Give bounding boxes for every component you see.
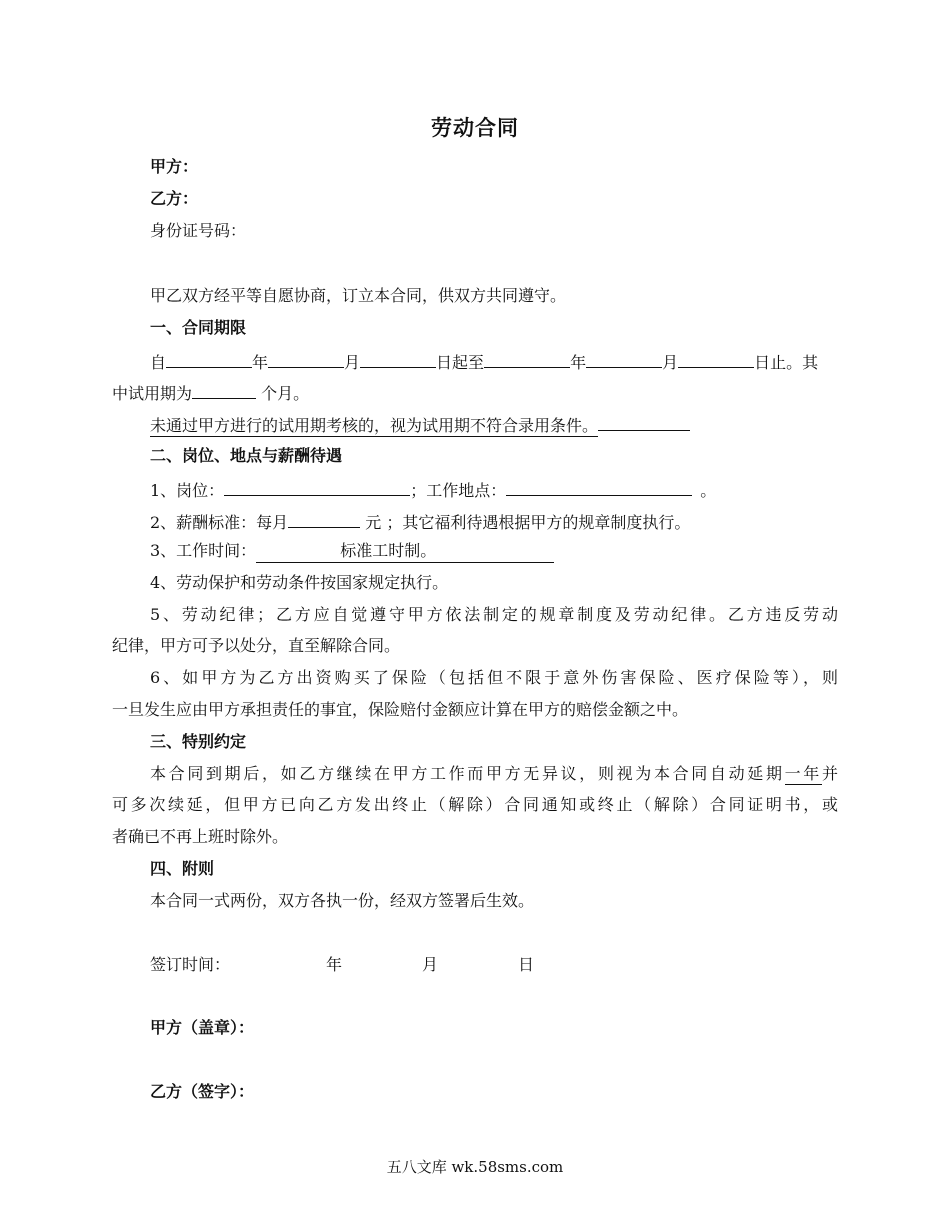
- term-year-text: 年: [252, 353, 269, 372]
- contract-term-line: [150, 350, 838, 373]
- probation-note-text: 未通过甲方进行的试用期考核的，视为试用期不符合录用条件。: [150, 416, 599, 435]
- probation-post-text: 个月。: [256, 384, 310, 403]
- work-time-line: [150, 541, 838, 563]
- end-day-blank: [678, 350, 754, 368]
- signing-year-text: 年: [326, 955, 343, 974]
- term-day-to-text: 日止。其: [754, 353, 819, 372]
- id-number-label: 身份证号码：: [150, 221, 247, 240]
- post-end-mark: 。: [700, 481, 717, 500]
- probation-months-blank: [192, 381, 256, 399]
- item-5-line-2: 纪律，甲方可予以处分，直至解除合同。: [112, 636, 401, 655]
- party-b-label: 乙方：: [150, 189, 199, 208]
- supplementary-line: 本合同一式两份，双方各执一份，经双方签署后生效。: [150, 891, 535, 910]
- party-a-seal-label: 甲方（盖章）：: [150, 1018, 255, 1037]
- start-month-blank: [268, 350, 344, 368]
- term-year-text-2: 年: [570, 353, 587, 372]
- probation-note-line: [150, 413, 838, 436]
- section-2-heading: 二、岗位、地点与薪酬待遇: [150, 446, 343, 465]
- intro-paragraph: 甲乙双方经平等自愿协商，订立本合同，供双方共同遵守。: [150, 286, 567, 305]
- special-terms-post: 并: [821, 764, 838, 783]
- term-day-from-text: 日起至: [436, 353, 485, 372]
- signing-date-line: [150, 955, 838, 975]
- probation-note-blank: [598, 413, 690, 431]
- signing-day-text: 日: [518, 955, 535, 974]
- probation-line: [112, 381, 838, 404]
- section-1-heading: 一、合同期限: [150, 318, 247, 337]
- end-year-blank: [484, 350, 570, 368]
- section-3-heading: 三、特别约定: [150, 732, 247, 751]
- post-blank: [224, 478, 410, 496]
- document-title: 劳动合同: [431, 116, 519, 140]
- start-year-blank: [166, 350, 252, 368]
- item-6-line-1: 6、如甲方为乙方出资购买了保险（包括但不限于意外伤害保险、医疗保险等），则: [150, 668, 838, 687]
- item-4-line: 4、劳动保护和劳动条件按国家规定执行。: [150, 573, 449, 592]
- work-location-blank: [506, 478, 692, 496]
- party-a-label: 甲方：: [150, 157, 199, 176]
- work-time-field: [256, 541, 554, 563]
- salary-post-text: 元 ；其它福利待遇根据甲方的规章制度执行。: [360, 513, 691, 532]
- special-terms-line-2: 可多次续延，但甲方已向乙方发出终止（解除）合同通知或终止（解除）合同证明书，或: [112, 795, 838, 814]
- section-4-heading: 四、附则: [150, 859, 215, 878]
- post-label: 1、岗位：: [150, 481, 225, 500]
- work-time-value: 标准工时制。: [340, 541, 437, 560]
- party-b-sign-label: 乙方（签字）：: [150, 1082, 255, 1101]
- start-day-blank: [360, 350, 436, 368]
- special-terms-line-1: [150, 764, 838, 784]
- work-time-label: 3、工作时间：: [150, 541, 257, 560]
- term-month-text: 月: [344, 353, 361, 372]
- special-terms-pre: 本合同到期后，如乙方继续在甲方工作而甲方无异议，则视为本合同自动延期: [150, 764, 785, 783]
- term-from-text: 自: [150, 353, 167, 372]
- special-terms-line-3: 者确已不再上班时除外。: [112, 827, 289, 846]
- salary-blank: [288, 510, 360, 528]
- item-5-line-1: 5、劳动纪律；乙方应自觉遵守甲方依法制定的规章制度及劳动纪律。乙方违反劳动: [150, 605, 838, 624]
- extension-period: 一年: [784, 764, 822, 783]
- end-month-blank: [586, 350, 662, 368]
- work-location-label: ；工作地点：: [410, 481, 507, 500]
- signing-date-label: 签订时间：: [150, 955, 231, 974]
- salary-pre-text: 2、薪酬标准：每月: [150, 513, 289, 532]
- footer-watermark: 五八文库 wk.58sms.com: [386, 1158, 564, 1176]
- signing-month-text: 月: [422, 955, 439, 974]
- item-6-line-2: 一旦发生应由甲方承担责任的事宜，保险赔付金额应计算在甲方的赔偿金额之中。: [112, 700, 689, 719]
- post-location-line: [150, 478, 838, 501]
- probation-pre-text: 中试用期为: [112, 384, 193, 403]
- term-month-text-2: 月: [662, 353, 679, 372]
- salary-line: [150, 510, 838, 533]
